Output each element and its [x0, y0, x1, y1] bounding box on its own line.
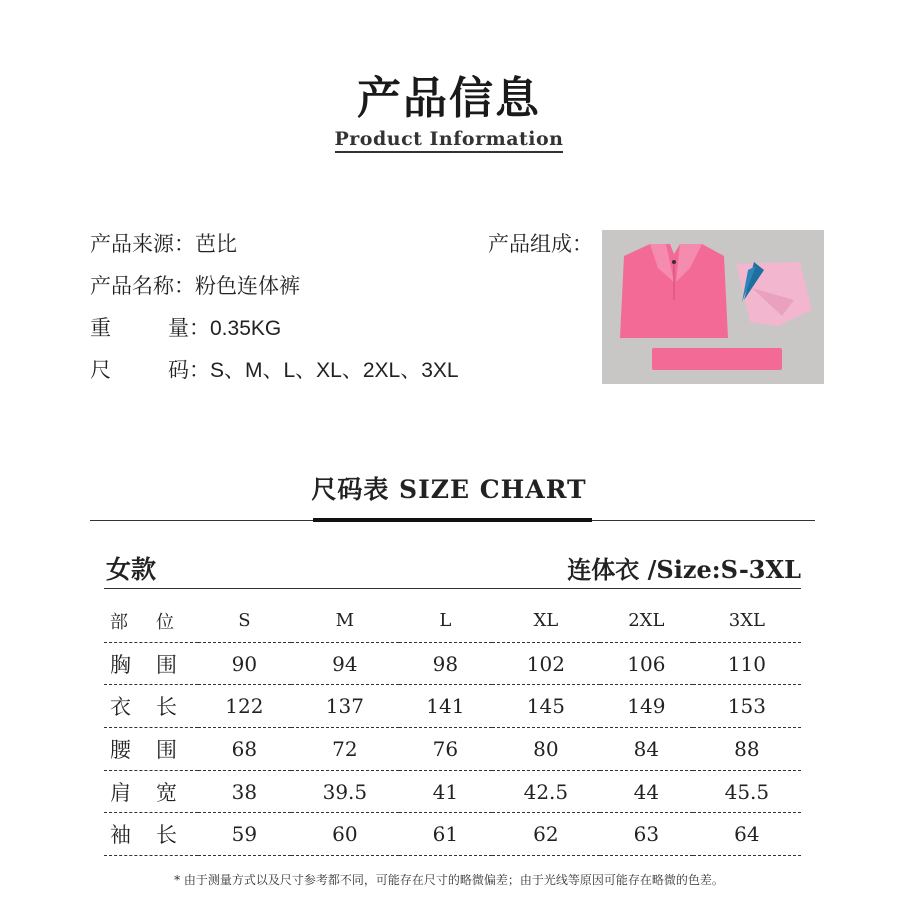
- table-cell: 59: [198, 813, 291, 856]
- title-underline: [313, 518, 592, 522]
- row-label-1: 胸: [110, 652, 131, 677]
- table-cell: 141: [399, 685, 492, 728]
- table-row: [104, 685, 801, 728]
- table-cell: 106: [600, 642, 693, 685]
- info-name-label: 产品名称：: [90, 275, 195, 298]
- table-cell: 153: [693, 685, 801, 728]
- header-size-3xl: 3XL: [693, 600, 801, 642]
- info-source-label: 产品来源：: [90, 233, 195, 256]
- info-source-value: 芭比: [195, 233, 237, 256]
- header-size-xl: XL: [492, 600, 600, 642]
- info-weight-label-1: 重: [90, 317, 111, 340]
- table-cell: 88: [693, 728, 801, 771]
- table-cell: 72: [291, 728, 399, 771]
- info-weight: [90, 312, 281, 342]
- row-label-1: 肩: [110, 780, 131, 805]
- info-size: [90, 354, 459, 384]
- row-label-cell: [104, 685, 198, 728]
- header-size-s: S: [198, 600, 291, 642]
- table-cell: 94: [291, 642, 399, 685]
- info-composition-label: 产品组成：: [488, 233, 593, 256]
- table-row: [104, 642, 801, 685]
- row-label-1: 腰: [110, 737, 131, 762]
- table-cell: 39.5: [291, 770, 399, 813]
- header-size-m: M: [291, 600, 399, 642]
- table-cell: 64: [693, 813, 801, 856]
- table-cell: 76: [399, 728, 492, 771]
- table-cell: 90: [198, 642, 291, 685]
- footnote: * 由于测量方式以及尺寸参考都不同，可能存在尺寸的略微偏差；由于光线等原因可能存在略微的色差。: [174, 873, 724, 887]
- table-cell: 38: [198, 770, 291, 813]
- info-size-label: [90, 354, 210, 384]
- row-label-1: 袖: [110, 823, 131, 848]
- row-label-cell: [104, 728, 198, 771]
- row-label-cell: [104, 770, 198, 813]
- garment-belt: [652, 348, 782, 370]
- row-label-cell: [104, 813, 198, 856]
- info-weight-label: [90, 312, 210, 342]
- info-weight-value: 0.35KG: [210, 317, 282, 340]
- info-size-value: S、M、L、XL、2XL、3XL: [210, 359, 459, 382]
- row-label-2: 长: [156, 695, 177, 720]
- row-label-2: 围: [156, 652, 177, 677]
- size-chart-title: 尺码表 SIZE CHART: [311, 475, 587, 504]
- page-title: 产品信息: [357, 73, 541, 124]
- gender-label: 女款: [106, 555, 157, 584]
- table-cell: 98: [399, 642, 492, 685]
- page-subtitle: [0, 128, 898, 150]
- row-label-2: 长: [156, 823, 177, 848]
- table-cell: 149: [600, 685, 693, 728]
- row-label-cell: [104, 642, 198, 685]
- table-row: [104, 728, 801, 771]
- header-divider: [104, 588, 801, 589]
- table-row: [104, 770, 801, 813]
- table-cell: 80: [492, 728, 600, 771]
- table-cell: 63: [600, 813, 693, 856]
- table-cell: 145: [492, 685, 600, 728]
- table-cell: 44: [600, 770, 693, 813]
- table-cell: 122: [198, 685, 291, 728]
- header-label-1: 部: [110, 611, 128, 633]
- product-photo-illustration: [602, 230, 824, 384]
- table-cell: 60: [291, 813, 399, 856]
- info-weight-label-2: 量：: [168, 317, 210, 340]
- table-cell: 84: [600, 728, 693, 771]
- table-cell: 102: [492, 642, 600, 685]
- size-range-label: 连体衣 /Size:S-3XL: [567, 555, 801, 584]
- row-label-2: 宽: [156, 780, 177, 805]
- info-size-label-1: 尺: [90, 359, 111, 382]
- header-size-2xl: 2XL: [600, 600, 693, 642]
- table-cell: 45.5: [693, 770, 801, 813]
- info-name: [90, 270, 300, 300]
- table-cell: 110: [693, 642, 801, 685]
- header-label-cell: [104, 600, 198, 642]
- garment-button: [672, 260, 676, 264]
- table-cell: 42.5: [492, 770, 600, 813]
- table-cell: 68: [198, 728, 291, 771]
- table-cell: 137: [291, 685, 399, 728]
- table-cell: 61: [399, 813, 492, 856]
- page-subtitle-text: Product Information: [335, 128, 564, 153]
- info-name-value: 粉色连体裤: [195, 275, 300, 298]
- size-table: [104, 600, 801, 856]
- table-row: [104, 813, 801, 856]
- row-label-1: 衣: [110, 695, 131, 720]
- info-source: [90, 228, 237, 258]
- header-size-l: L: [399, 600, 492, 642]
- table-cell: 62: [492, 813, 600, 856]
- table-header-row: [104, 600, 801, 642]
- info-size-label-2: 码：: [168, 359, 210, 382]
- header-label-2: 位: [156, 611, 174, 633]
- table-cell: 41: [399, 770, 492, 813]
- row-label-2: 围: [156, 737, 177, 762]
- info-composition: [488, 228, 593, 258]
- product-photo: [602, 230, 824, 384]
